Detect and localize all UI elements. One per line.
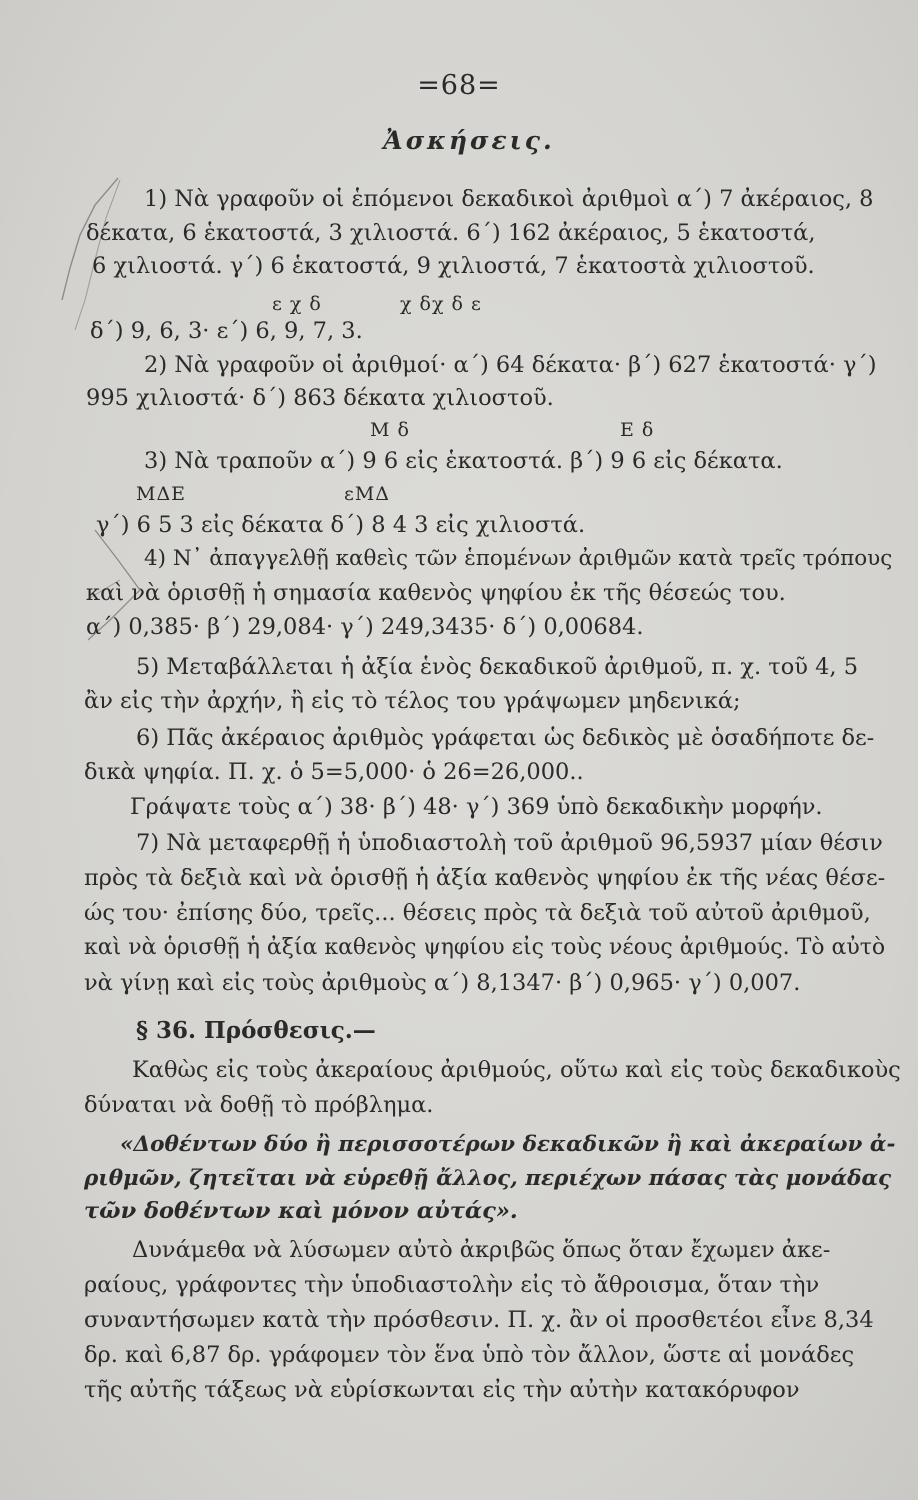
superscript-marks: εΜΔ (344, 483, 391, 505)
superscript-marks: χ δχ δ ε (400, 293, 482, 315)
text-line: Καθὼς εἰς τοὺς ἀκεραίους ἀριθμούς, οὕτω καὶ εἰς τοὺς δεκαδικοὺς (132, 1057, 901, 1083)
problem-statement-line: ριθμῶν, ζητεῖται νὰ εὑρεθῇ ἄλλος, περιέχων πάσας τὰς μονάδας (84, 1166, 892, 1191)
text-line: 2) Νὰ γραφοῦν οἱ ἀριθμοί· α΄) 64 δέκατα· β΄) 627 ἑκατοστά· γ΄) (144, 352, 877, 378)
superscript-marks: Ε δ (620, 419, 655, 441)
text-line: Γράψατε τοὺς α΄) 38· β΄) 48· γ΄) 369 ὑπὸ δεκαδικὴν μορφήν. (130, 794, 823, 820)
page-number: =68= (417, 70, 501, 101)
text-line: 6 χιλιοστά. γ΄) 6 ἑκατοστά, 9 χιλιοστά, 7 ἑκατοστὰ χιλιοστοῦ. (92, 253, 815, 279)
text-line: α΄) 0,385· β΄) 29,084· γ΄) 249,3435· δ΄) 0,00684. (86, 614, 644, 640)
text-line: ώς του· ἐπίσης δύο, τρεῖς... θέσεις πρὸς τὰ δεξιὰ τοῦ αὐτοῦ ἀριθμοῦ, (84, 900, 871, 926)
text-line: 995 χιλιοστά· δ΄) 863 δέκατα χιλιοστοῦ. (86, 385, 554, 411)
superscript-marks: ΜΔΕ (136, 483, 187, 505)
text-line: δικὰ ψηφία. Π. χ. ὁ 5=5,000· ὁ 26=26,000.. (84, 759, 584, 785)
text-line: 1) Νὰ γραφοῦν οἱ ἑπόμενοι δεκαδικοὶ ἀριθμοὶ α΄) 7 ἀκέραιος, 8 (144, 186, 874, 212)
text-line: 4) Ν᾿ ἀπαγγελθῇ καθεὶς τῶν ἑπομένων ἀριθμῶν κατὰ τρεῖς τρόπους (144, 546, 893, 571)
problem-statement-line: τῶν δοθέντων καὶ μόνον αὐτάς». (84, 1198, 518, 1224)
text-line: 3) Νὰ τραποῦν α΄) 9 6 εἰς ἑκατοστά. β΄) 9 6 εἰς δέκατα. (144, 448, 783, 474)
superscript-marks: Μ δ (370, 419, 410, 441)
section-heading: § 36. Πρόσθεσις.— (136, 1017, 376, 1044)
problem-statement-line: «Δοθέντων δύο ἢ περισσοτέρων δεκαδικῶν ἢ καὶ ἀκεραίων ἀ- (120, 1132, 896, 1157)
text-line: γ΄) 6 5 3 εἰς δέκατα δ΄) 8 4 3 εἰς χιλιοστά. (96, 512, 586, 538)
text-line: νὰ γίνῃ καὶ εἰς τοὺς ἀριθμοὺς α΄) 8,1347· β΄) 0,965· γ΄) 0,007. (84, 970, 801, 996)
text-line: δ΄) 9, 6, 3· ε΄) 6, 9, 7, 3. (90, 318, 363, 344)
text-line: 6) Πᾶς ἀκέραιος ἀριθμὸς γράφεται ὡς δεδικὸς μὲ ὁσαδήποτε δε- (136, 725, 875, 751)
text-line: ραίους, γράφοντες τὴν ὑποδιαστολὴν εἰς τὸ ἄθροισμα, ὅταν τὴν (84, 1272, 820, 1298)
text-line: συναντήσωμεν κατὰ τὴν πρόσθεσιν. Π. χ. ἂν οἱ προσθετέοι εἶνε 8,34 (84, 1307, 874, 1333)
text-line: τῆς αὐτῆς τάξεως νὰ εὑρίσκωνται εἰς τὴν αὐτὴν κατακόρυφον (84, 1377, 800, 1403)
text-line: καὶ νὰ ὁρισθῇ ἡ ἀξία καθενὸς ψηφίου εἰς τοὺς νέους ἀριθμούς. Τὸ αὐτὸ (84, 935, 886, 960)
text-line: Δυνάμεθα νὰ λύσωμεν αὐτὸ ἀκριβῶς ὅπως ὅταν ἔχωμεν ἀκε- (132, 1237, 831, 1263)
text-line: 7) Νὰ μεταφερθῇ ἡ ὑποδιαστολὴ τοῦ ἀριθμοῦ 96,5937 μίαν θέσιν (136, 830, 883, 856)
text-line: καὶ νὰ ὁρισθῇ ἡ σημασία καθενὸς ψηφίου ἐκ τῆς θέσεώς του. (86, 580, 786, 606)
text-line: ἂν εἰς τὴν ἀρχήν, ἢ εἰς τὸ τέλος του γράψωμεν μηδενικά; (84, 688, 741, 714)
exercises-heading: Ἀσκήσεις. (383, 126, 555, 155)
text-line: δέκατα, 6 ἑκατοστά, 3 χιλιοστά. 6΄) 162 ἀκέραιος, 5 ἑκατοστά, (86, 220, 816, 246)
text-line: 5) Μεταβάλλεται ἡ ἀξία ἑνὸς δεκαδικοῦ ἀριθμοῦ, π. χ. τοῦ 4, 5 (136, 654, 859, 680)
superscript-marks: ε χ δ (272, 293, 322, 315)
text-line: πρὸς τὰ δεξιὰ καὶ νὰ ὁρισθῇ ἡ ἀξία καθενὸς ψηφίου ἐκ τῆς νέας θέσε- (84, 865, 886, 891)
text-line: δύναται νὰ δοθῇ τὸ πρόβλημα. (84, 1092, 434, 1118)
text-line: δρ. καὶ 6,87 δρ. γράφομεν τὸν ἕνα ὑπὸ τὸν ἄλλον, ὥστε αἱ μονάδες (84, 1342, 855, 1368)
